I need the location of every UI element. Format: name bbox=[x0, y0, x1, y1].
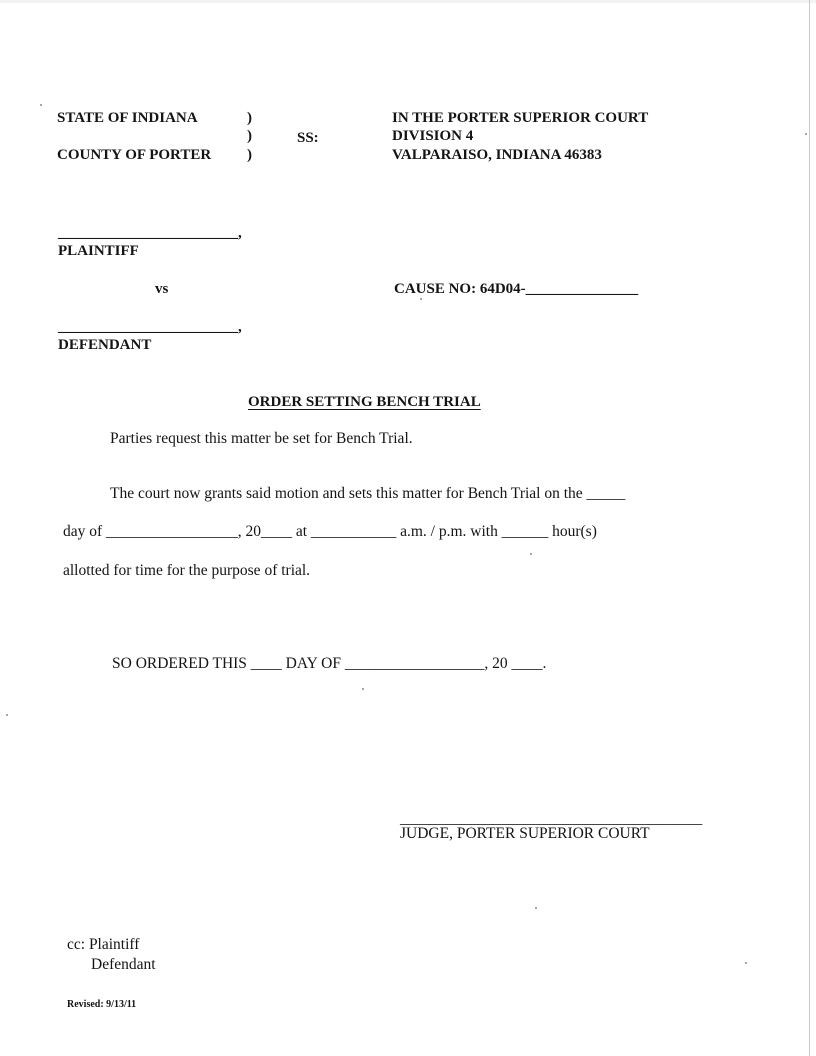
plaintiff-label: PLAINTIFF bbox=[58, 243, 139, 259]
scan-speck bbox=[745, 962, 747, 964]
county-of-porter: COUNTY OF PORTER bbox=[57, 147, 212, 163]
court-division: DIVISION 4 bbox=[392, 128, 474, 144]
state-of-indiana: STATE OF INDIANA bbox=[57, 110, 198, 126]
revised-date: Revised: 9/13/11 bbox=[67, 999, 137, 1010]
scan-right-edge bbox=[809, 0, 810, 1056]
ss-label: SS: bbox=[297, 130, 319, 146]
scan-speck bbox=[805, 133, 807, 135]
caption-paren: ) bbox=[247, 147, 252, 163]
so-ordered-line: SO ORDERED THIS ____ DAY OF __________________, 20 ____. bbox=[112, 655, 547, 672]
order-title: ORDER SETTING BENCH TRIAL bbox=[248, 394, 481, 410]
scan-speck bbox=[420, 298, 422, 300]
court-name: IN THE PORTER SUPERIOR COURT bbox=[392, 110, 649, 126]
defendant-label: DEFENDANT bbox=[58, 337, 152, 353]
order-paragraph-grant-line2: day of _________________, 20____ at ___________ a.m. / p.m. with ______ hour(s) bbox=[63, 523, 597, 540]
judge-signature-line: _______________________________________ bbox=[400, 810, 703, 827]
cc-plaintiff: cc: Plaintiff bbox=[67, 936, 140, 953]
scan-speck bbox=[6, 714, 8, 716]
court-address: VALPARAISO, INDIANA 46383 bbox=[392, 147, 602, 163]
scan-top-edge bbox=[0, 0, 816, 3]
caption-paren: ) bbox=[247, 128, 252, 144]
order-paragraph-grant-line3: allotted for time for the purpose of trial. bbox=[63, 562, 311, 579]
plaintiff-blank: ________________________, bbox=[58, 225, 242, 241]
caption-paren: ) bbox=[247, 110, 252, 126]
defendant-blank: ________________________, bbox=[58, 319, 242, 335]
vs-label: vs bbox=[155, 281, 169, 297]
cause-number: CAUSE NO: 64D04-_______________ bbox=[394, 281, 639, 297]
scan-speck bbox=[530, 553, 532, 555]
scan-speck bbox=[362, 688, 364, 690]
scan-speck bbox=[535, 907, 537, 909]
order-paragraph-grant-line1: The court now grants said motion and sets this matter for Bench Trial on the _____ bbox=[110, 485, 626, 502]
order-paragraph-request: Parties request this matter be set for Bench Trial. bbox=[110, 430, 413, 447]
scan-speck bbox=[40, 104, 42, 106]
cc-defendant: Defendant bbox=[91, 956, 156, 973]
judge-signature-label: JUDGE, PORTER SUPERIOR COURT bbox=[400, 825, 650, 842]
